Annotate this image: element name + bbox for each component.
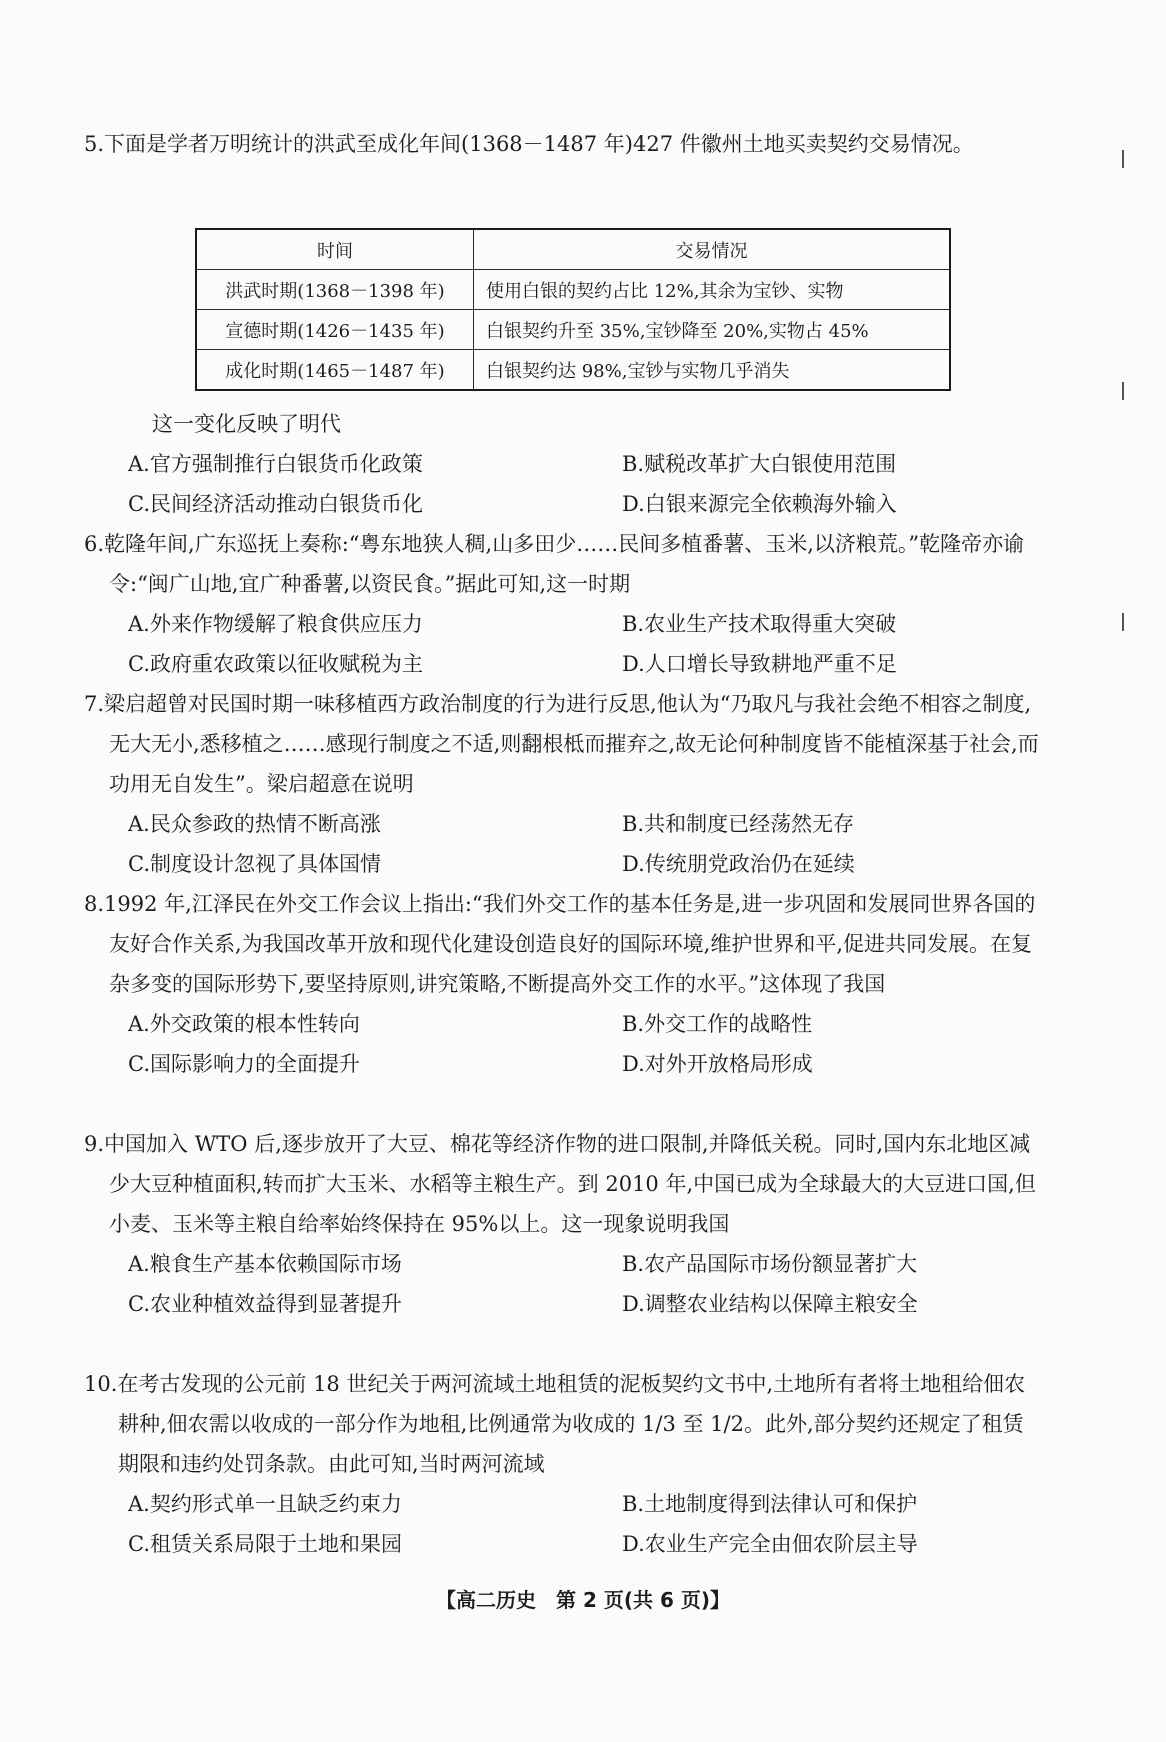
option-c[interactable]: C.农业种植效益得到显著提升 <box>128 1292 402 1316</box>
option-a[interactable]: A.民众参政的热情不断高涨 <box>128 812 381 836</box>
page-footer: 【高二历史 第 2 页(共 6 页)】 <box>436 1588 730 1612</box>
table-header-info: 交易情况 <box>474 229 951 270</box>
option-b[interactable]: B.共和制度已经荡然无存 <box>622 812 855 836</box>
option-d[interactable]: D.白银来源完全依赖海外输入 <box>622 492 897 516</box>
table-header-row <box>196 229 950 270</box>
question-5-options <box>84 444 1044 524</box>
question-5-stem: 5.下面是学者万明统计的洪武至成化年间(1368－1487 年)427 件徽州土地买卖契约交易情况。 <box>84 132 974 156</box>
table-cell-time: 洪武时期(1368－1398 年) <box>196 270 474 310</box>
question-5-lead: 这一变化反映了明代 <box>152 412 341 436</box>
table-cell-info: 白银契约达 98%,宝钞与实物几乎消失 <box>474 350 951 391</box>
option-b[interactable]: B.土地制度得到法律认可和保护 <box>622 1492 918 1516</box>
question-9-stem: 9.中国加入 WTO 后,逐步放开了大豆、棉花等经济作物的进口限制,并降低关税。同时,国内东北地区减少大豆种植面积,转而扩大玉米、水稻等主粮生产。到 2010 年,中国已成为全球最大的大豆进口国,但小麦、玉米等主粮自给率始终保持在 95%以上。这一现象说明我国 <box>84 1132 1036 1236</box>
table-cell-info: 白银契约升至 35%,宝钞降至 20%,实物占 45% <box>474 310 951 350</box>
option-c[interactable]: C.国际影响力的全面提升 <box>128 1052 360 1076</box>
question-6 <box>84 524 1044 684</box>
question-7-stem: 7.梁启超曾对民国时期一味移植西方政治制度的行为进行反思,他认为“乃取凡与我社会绝不相容之制度,无大无小,悉移植之……感现行制度之不适,则翻根柢而摧弃之,故无论何种制度皆不能植深基于社会,而功用无自发生”。梁启超意在说明 <box>84 692 1039 796</box>
question-8-stem: 8.1992 年,江泽民在外交工作会议上指出:“我们外交工作的基本任务是,进一步巩固和发展同世界各国的友好合作关系,为我国改革开放和现代化建设创造良好的国际环境,维护世界和平,促进共同发展。在复杂多变的国际形势下,要坚持原则,讲究策略,不断提高外交工作的水平。”这体现了我国 <box>84 892 1036 996</box>
table-row <box>196 350 950 391</box>
question-8-options <box>84 1004 1044 1084</box>
option-b[interactable]: B.赋税改革扩大白银使用范围 <box>622 452 897 476</box>
question-5-continued <box>84 404 1044 524</box>
question-10-options <box>84 1484 1044 1564</box>
question-7 <box>84 684 1044 884</box>
option-b[interactable]: B.农产品国际市场份额显著扩大 <box>622 1252 918 1276</box>
table-cell-time: 成化时期(1465－1487 年) <box>196 350 474 391</box>
option-d[interactable]: D.人口增长导致耕地严重不足 <box>622 652 897 676</box>
binding-mark <box>1114 613 1124 631</box>
question-10-stem: 10.在考古发现的公元前 18 世纪关于两河流域土地租赁的泥板契约文书中,土地所有者将土地租给佃农耕种,佃农需以收成的一部分作为地租,比例通常为收成的 1/3 至 1/2。此外,部分契约还规定了租赁期限和违约处罚条款。由此可知,当时两河流域 <box>84 1372 1026 1476</box>
question-6-options <box>84 604 1044 684</box>
option-c[interactable]: C.民间经济活动推动白银货币化 <box>128 492 423 516</box>
table-cell-info: 使用白银的契约占比 12%,其余为宝钞、实物 <box>474 270 951 310</box>
question-8 <box>84 884 1044 1084</box>
option-c[interactable]: C.政府重农政策以征收赋税为主 <box>128 652 423 676</box>
question-5 <box>84 124 1044 164</box>
table-header-time: 时间 <box>196 229 474 270</box>
trade-table <box>195 228 951 391</box>
binding-mark <box>1114 382 1124 400</box>
question-9 <box>84 1124 1044 1324</box>
question-9-options <box>84 1244 1044 1324</box>
option-d[interactable]: D.传统朋党政治仍在延续 <box>622 852 855 876</box>
question-6-stem: 6.乾隆年间,广东巡抚上奏称:“粤东地狭人稠,山多田少……民间多植番薯、玉米,以济粮荒。”乾隆帝亦谕令:“闽广山地,宜广种番薯,以资民食。”据此可知,这一时期 <box>84 532 1025 596</box>
option-d[interactable]: D.对外开放格局形成 <box>622 1052 813 1076</box>
option-d[interactable]: D.调整农业结构以保障主粮安全 <box>622 1292 918 1316</box>
option-a[interactable]: A.粮食生产基本依赖国际市场 <box>128 1252 402 1276</box>
option-c[interactable]: C.租赁关系局限于土地和果园 <box>128 1532 402 1556</box>
table-row <box>196 270 950 310</box>
option-a[interactable]: A.契约形式单一且缺乏约束力 <box>128 1492 402 1516</box>
option-b[interactable]: B.外交工作的战略性 <box>622 1012 813 1036</box>
table-row <box>196 310 950 350</box>
option-a[interactable]: A.官方强制推行白银货币化政策 <box>128 452 423 476</box>
question-10 <box>84 1364 1044 1564</box>
option-c[interactable]: C.制度设计忽视了具体国情 <box>128 852 381 876</box>
table-cell-time: 宣德时期(1426－1435 年) <box>196 310 474 350</box>
option-b[interactable]: B.农业生产技术取得重大突破 <box>622 612 897 636</box>
binding-mark <box>1114 150 1124 168</box>
question-7-options <box>84 804 1044 884</box>
option-a[interactable]: A.外来作物缓解了粮食供应压力 <box>128 612 423 636</box>
option-d[interactable]: D.农业生产完全由佃农阶层主导 <box>622 1532 918 1556</box>
option-a[interactable]: A.外交政策的根本性转向 <box>128 1012 360 1036</box>
